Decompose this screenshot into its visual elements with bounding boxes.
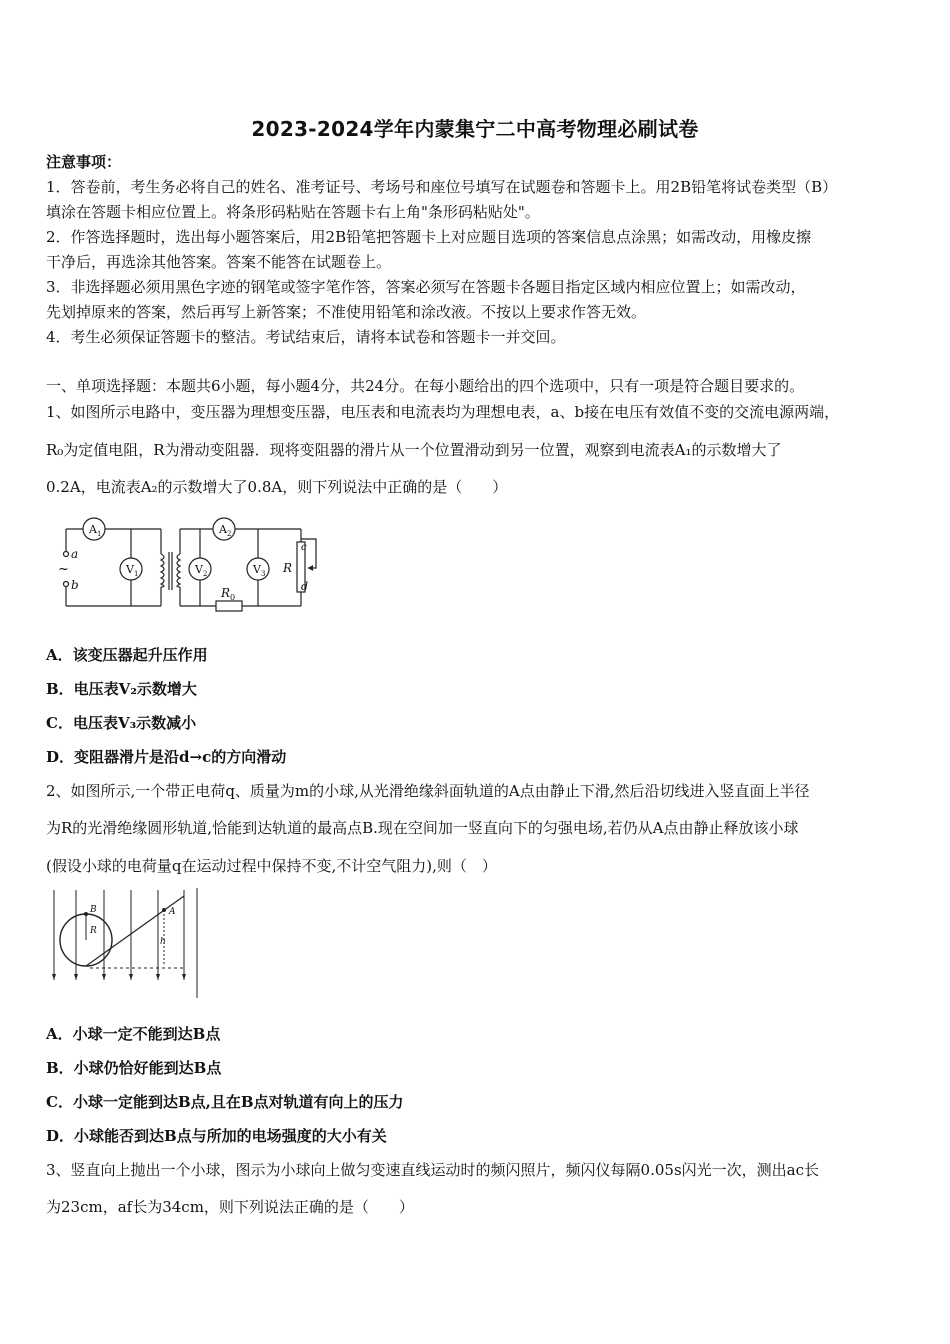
question-2-text: 2、如图所示,一个带正电荷q、质量为m的小球,从光滑绝缘斜面轨道的A点由静止下滑,然后沿切线进入竖直面上半径 bbox=[46, 782, 810, 800]
question-1-option-d: D．变阻器滑片是沿d→c的方向滑动 bbox=[46, 748, 287, 766]
label-r0: $R_0$ bbox=[221, 586, 236, 602]
label-r: R bbox=[283, 561, 293, 575]
notice-line: 3．非选择题必须用黑色字迹的钢笔或签字笔作答，答案必须写在答题卡各题目指定区域内相应位置上；如需改动， bbox=[46, 278, 806, 296]
label-a: a bbox=[71, 547, 79, 561]
label-v1: $V_1$ bbox=[126, 563, 139, 578]
notice-line: 1．答卷前，考生务必将自己的姓名、准考证号、考场号和座位号填写在试题卷和答题卡上。用2B铅笔将试卷类型（B） bbox=[46, 178, 838, 196]
question-1-text: R₀为定值电阻，R为滑动变阻器．现将变阻器的滑片从一个位置滑动到另一位置，观察到电流表A₁的示数增大了 bbox=[46, 441, 782, 459]
point-a-icon bbox=[162, 908, 166, 912]
label-a2: $A_2$ bbox=[219, 523, 232, 538]
question-1-text: 1、如图所示电路中，变压器为理想变压器，电压表和电流表均为理想电表，a、b接在电压有效值不变的交流电源两端， bbox=[46, 403, 840, 421]
section-heading: 一、单项选择题：本题共6小题，每小题4分，共24分。在每小题给出的四个选项中，只有一项是符合题目要求的。 bbox=[46, 377, 805, 395]
terminal-b-icon bbox=[64, 582, 69, 587]
label-r: R bbox=[90, 926, 97, 936]
point-b-icon bbox=[84, 912, 88, 916]
label-a1: $A_1$ bbox=[89, 523, 102, 538]
label-a: A bbox=[169, 907, 176, 917]
label-h: h bbox=[160, 937, 166, 947]
page-title: 2023-2024学年内蒙集宁二中高考物理必刷试卷 bbox=[251, 117, 699, 141]
question-2-option-a: A．小球一定不能到达B点 bbox=[46, 1025, 221, 1043]
question-1-option-c: C．电压表V₃示数减小 bbox=[46, 714, 197, 732]
question-3-text: 为23cm，af长为34cm，则下列说法正确的是（ ） bbox=[46, 1198, 414, 1216]
label-d: d bbox=[301, 580, 309, 593]
notice-line: 干净后，再选涂其他答案。答案不能答在试题卷上。 bbox=[46, 253, 392, 271]
terminal-a-icon bbox=[64, 552, 69, 557]
notice-line: 先划掉原来的答案，然后再写上新答案；不准使用铅笔和涂改液。不按以上要求作答无效。 bbox=[46, 303, 647, 321]
resistor-r0-icon bbox=[216, 601, 242, 611]
notice-heading: 注意事项： bbox=[46, 153, 122, 171]
notice-line: 2．作答选择题时，选出每小题答案后，用2B铅笔把答题卡上对应题目选项的答案信息点涂黑；如需改动，用橡皮擦 bbox=[46, 228, 812, 246]
circuit-diagram bbox=[46, 512, 336, 612]
label-c: c bbox=[301, 542, 307, 553]
ac-source-icon: ~ bbox=[58, 562, 69, 577]
question-3-text: 3、竖直向上抛出一个小球，图示为小球向上做匀变速直线运动时的频闪照片，频闪仪每隔0.05s闪光一次，测出ac长 bbox=[46, 1161, 819, 1179]
label-b: B bbox=[90, 905, 97, 915]
question-1-option-a: A．该变压器起升压作用 bbox=[46, 646, 208, 664]
slider-arrow-icon bbox=[308, 565, 313, 571]
question-2-text: (假设小球的电荷量q在运动过程中保持不变,不计空气阻力),则（ ） bbox=[46, 857, 497, 875]
question-2-option-b: B．小球仍恰好能到达B点 bbox=[46, 1059, 222, 1077]
question-2-option-c: C．小球一定能到达B点,且在B点对轨道有向上的压力 bbox=[46, 1093, 404, 1111]
notice-line: 4．考生必须保证答题卡的整洁。考试结束后，请将本试卷和答题卡一并交回。 bbox=[46, 328, 566, 346]
question-2-text: 为R的光滑绝缘圆形轨道,恰能到达轨道的最高点B.现在空间加一竖直向下的匀强电场,若仍从A点由静止释放该小球 bbox=[46, 819, 799, 837]
label-v2: $V_2$ bbox=[195, 563, 208, 578]
label-v3: $V_3$ bbox=[253, 563, 266, 578]
notice-line: 填涂在答题卡相应位置上。将条形码粘贴在答题卡右上角"条形码粘贴处"。 bbox=[46, 203, 540, 221]
question-1-option-b: B．电压表V₂示数增大 bbox=[46, 680, 197, 698]
question-1-text: 0.2A，电流表A₂的示数增大了0.8A，则下列说法中正确的是（ ） bbox=[46, 478, 508, 496]
label-b: b bbox=[71, 578, 79, 592]
question-2-option-d: D．小球能否到达B点与所加的电场强度的大小有关 bbox=[46, 1127, 387, 1145]
loop-track-diagram bbox=[46, 888, 206, 1000]
